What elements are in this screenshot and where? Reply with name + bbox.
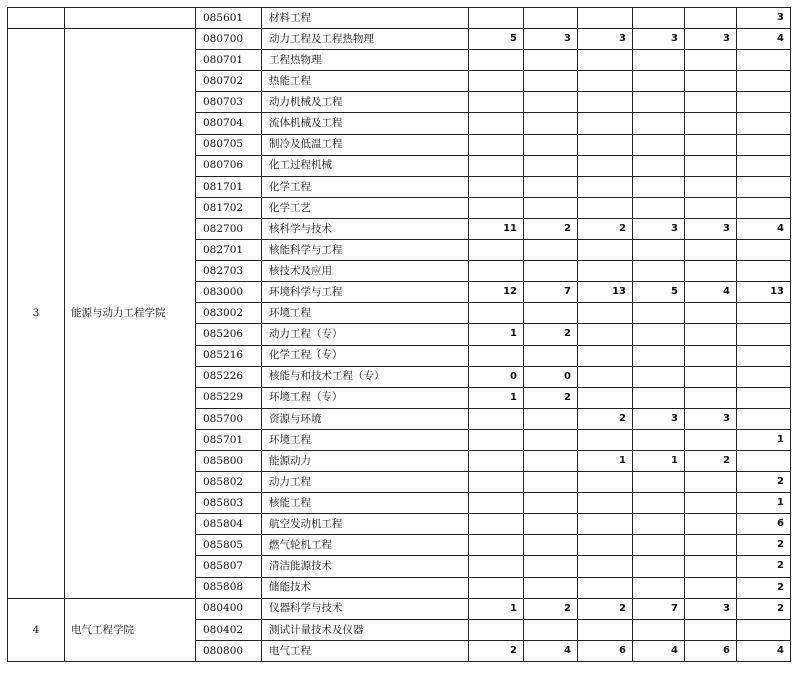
value-cell-1 xyxy=(469,577,524,598)
major-name-cell: 仪器科学与技术 xyxy=(262,598,469,619)
major-code-cell: 080800 xyxy=(196,640,262,661)
value-cell-2 xyxy=(524,345,578,366)
value-cell-2: 2 xyxy=(524,218,578,239)
value-cell-3 xyxy=(578,155,633,176)
value-cell-6 xyxy=(737,324,791,345)
value-cell-5 xyxy=(685,387,737,408)
value-cell-2 xyxy=(524,240,578,261)
value-cell-1: 0 xyxy=(469,366,524,387)
value-cell-6: 13 xyxy=(737,282,791,303)
value-cell-1 xyxy=(469,176,524,197)
value-cell-3 xyxy=(578,303,633,324)
value-cell-4 xyxy=(633,134,685,155)
table-row xyxy=(8,29,791,50)
value-cell-6: 1 xyxy=(737,493,791,514)
value-cell-5 xyxy=(685,324,737,345)
value-cell-4 xyxy=(633,113,685,134)
value-cell-5 xyxy=(685,261,737,282)
value-cell-4 xyxy=(633,345,685,366)
value-cell-1 xyxy=(469,345,524,366)
value-cell-3 xyxy=(578,71,633,92)
value-cell-5 xyxy=(685,366,737,387)
value-cell-2 xyxy=(524,261,578,282)
major-code-cell: 085229 xyxy=(196,387,262,408)
value-cell-2: 2 xyxy=(524,598,578,619)
value-cell-3 xyxy=(578,619,633,640)
value-cell-6 xyxy=(737,197,791,218)
value-cell-1 xyxy=(469,493,524,514)
value-cell-6: 2 xyxy=(737,556,791,577)
value-cell-5 xyxy=(685,577,737,598)
value-cell-1: 5 xyxy=(469,29,524,50)
value-cell-1 xyxy=(469,408,524,429)
value-cell-5 xyxy=(685,472,737,493)
value-cell-4 xyxy=(633,155,685,176)
major-code-cell: 085216 xyxy=(196,345,262,366)
value-cell-3: 1 xyxy=(578,450,633,471)
major-name-cell: 动力工程及工程热物理 xyxy=(262,29,469,50)
major-code-cell: 085206 xyxy=(196,324,262,345)
major-name-cell: 化学工程（专） xyxy=(262,345,469,366)
value-cell-4: 4 xyxy=(633,640,685,661)
value-cell-1: 1 xyxy=(469,387,524,408)
value-cell-3 xyxy=(578,50,633,71)
major-code-cell: 080700 xyxy=(196,29,262,50)
value-cell-5 xyxy=(685,240,737,261)
value-cell-2 xyxy=(524,429,578,450)
value-cell-4 xyxy=(633,261,685,282)
major-name-cell: 化工过程机械 xyxy=(262,155,469,176)
value-cell-1 xyxy=(469,113,524,134)
major-name-cell: 动力机械及工程 xyxy=(262,92,469,113)
value-cell-1 xyxy=(469,535,524,556)
value-cell-4: 7 xyxy=(633,598,685,619)
value-cell-1: 12 xyxy=(469,282,524,303)
value-cell-1 xyxy=(469,92,524,113)
value-cell-6: 6 xyxy=(737,514,791,535)
value-cell-4 xyxy=(633,556,685,577)
value-cell-6 xyxy=(737,113,791,134)
major-code-cell: 081701 xyxy=(196,176,262,197)
major-name-cell: 燃气轮机工程 xyxy=(262,535,469,556)
group-index-cell: 3 xyxy=(8,29,65,599)
value-cell-5 xyxy=(685,197,737,218)
value-cell-3 xyxy=(578,240,633,261)
value-cell-6 xyxy=(737,50,791,71)
value-cell-3 xyxy=(578,345,633,366)
value-cell-2 xyxy=(524,577,578,598)
value-cell-5: 3 xyxy=(685,29,737,50)
major-code-cell: 085800 xyxy=(196,450,262,471)
value-cell-4 xyxy=(633,366,685,387)
value-cell-1 xyxy=(469,261,524,282)
major-code-cell: 085802 xyxy=(196,472,262,493)
major-name-cell: 环境工程 xyxy=(262,429,469,450)
value-cell-3 xyxy=(578,535,633,556)
value-cell-2 xyxy=(524,197,578,218)
major-name-cell: 储能技术 xyxy=(262,577,469,598)
value-cell-6: 4 xyxy=(737,640,791,661)
major-code-cell: 080705 xyxy=(196,134,262,155)
value-cell-2: 3 xyxy=(524,29,578,50)
value-cell-3 xyxy=(578,8,633,29)
value-cell-2 xyxy=(524,50,578,71)
value-cell-4 xyxy=(633,619,685,640)
value-cell-3 xyxy=(578,472,633,493)
major-code-cell: 080701 xyxy=(196,50,262,71)
value-cell-5: 2 xyxy=(685,450,737,471)
value-cell-2 xyxy=(524,8,578,29)
major-code-cell: 080400 xyxy=(196,598,262,619)
value-cell-4: 1 xyxy=(633,450,685,471)
value-cell-6 xyxy=(737,619,791,640)
major-code-cell: 085804 xyxy=(196,514,262,535)
value-cell-3 xyxy=(578,577,633,598)
value-cell-4 xyxy=(633,387,685,408)
value-cell-6: 2 xyxy=(737,472,791,493)
value-cell-5 xyxy=(685,113,737,134)
major-name-cell: 核技术及应用 xyxy=(262,261,469,282)
value-cell-2 xyxy=(524,92,578,113)
value-cell-4 xyxy=(633,176,685,197)
major-name-cell: 工程热物理 xyxy=(262,50,469,71)
value-cell-5 xyxy=(685,71,737,92)
value-cell-6 xyxy=(737,387,791,408)
value-cell-6 xyxy=(737,408,791,429)
value-cell-2 xyxy=(524,450,578,471)
value-cell-4 xyxy=(633,50,685,71)
value-cell-1: 11 xyxy=(469,218,524,239)
value-cell-6: 4 xyxy=(737,29,791,50)
value-cell-2: 0 xyxy=(524,366,578,387)
major-name-cell: 流体机械及工程 xyxy=(262,113,469,134)
major-name-cell: 电气工程 xyxy=(262,640,469,661)
value-cell-2 xyxy=(524,134,578,155)
value-cell-3 xyxy=(578,134,633,155)
value-cell-6 xyxy=(737,261,791,282)
value-cell-1 xyxy=(469,50,524,71)
value-cell-1 xyxy=(469,303,524,324)
value-cell-3 xyxy=(578,113,633,134)
major-name-cell: 航空发动机工程 xyxy=(262,514,469,535)
value-cell-2 xyxy=(524,71,578,92)
value-cell-6: 4 xyxy=(737,218,791,239)
value-cell-3 xyxy=(578,324,633,345)
value-cell-3 xyxy=(578,556,633,577)
value-cell-2 xyxy=(524,155,578,176)
value-cell-6: 3 xyxy=(737,8,791,29)
value-cell-4 xyxy=(633,303,685,324)
value-cell-3 xyxy=(578,261,633,282)
major-code-cell: 083002 xyxy=(196,303,262,324)
major-code-cell: 085701 xyxy=(196,429,262,450)
table-row xyxy=(8,598,791,619)
major-code-cell: 085601 xyxy=(196,8,262,29)
value-cell-3 xyxy=(578,387,633,408)
value-cell-2: 7 xyxy=(524,282,578,303)
value-cell-5 xyxy=(685,619,737,640)
value-cell-5 xyxy=(685,303,737,324)
value-cell-4: 5 xyxy=(633,282,685,303)
major-name-cell: 制冷及低温工程 xyxy=(262,134,469,155)
value-cell-5 xyxy=(685,155,737,176)
table-row xyxy=(8,8,791,29)
value-cell-5: 3 xyxy=(685,408,737,429)
major-name-cell: 动力工程 xyxy=(262,472,469,493)
major-name-cell: 核能科学与工程 xyxy=(262,240,469,261)
major-code-cell: 080702 xyxy=(196,71,262,92)
value-cell-4 xyxy=(633,197,685,218)
value-cell-6: 2 xyxy=(737,535,791,556)
value-cell-6 xyxy=(737,92,791,113)
major-name-cell: 能源动力 xyxy=(262,450,469,471)
value-cell-1 xyxy=(469,472,524,493)
value-cell-5 xyxy=(685,50,737,71)
value-cell-3 xyxy=(578,92,633,113)
major-code-cell: 082703 xyxy=(196,261,262,282)
value-cell-2: 2 xyxy=(524,324,578,345)
major-code-cell: 080706 xyxy=(196,155,262,176)
value-cell-2 xyxy=(524,514,578,535)
department-cell: 能源与动力工程学院 xyxy=(65,29,196,599)
value-cell-3 xyxy=(578,176,633,197)
value-cell-1 xyxy=(469,450,524,471)
value-cell-6 xyxy=(737,345,791,366)
value-cell-4 xyxy=(633,493,685,514)
value-cell-4 xyxy=(633,324,685,345)
table-body xyxy=(8,8,791,662)
value-cell-3: 6 xyxy=(578,640,633,661)
value-cell-5 xyxy=(685,134,737,155)
major-code-cell: 082701 xyxy=(196,240,262,261)
value-cell-6 xyxy=(737,71,791,92)
value-cell-4: 3 xyxy=(633,218,685,239)
value-cell-5 xyxy=(685,429,737,450)
value-cell-2 xyxy=(524,619,578,640)
major-name-cell: 核科学与技术 xyxy=(262,218,469,239)
major-code-cell: 085807 xyxy=(196,556,262,577)
major-code-cell: 085803 xyxy=(196,493,262,514)
value-cell-6 xyxy=(737,240,791,261)
value-cell-2 xyxy=(524,556,578,577)
group-index-cell: 4 xyxy=(8,598,65,661)
major-code-cell: 085808 xyxy=(196,577,262,598)
value-cell-5 xyxy=(685,514,737,535)
major-name-cell: 材料工程 xyxy=(262,8,469,29)
value-cell-4 xyxy=(633,514,685,535)
value-cell-2 xyxy=(524,472,578,493)
value-cell-1 xyxy=(469,556,524,577)
major-name-cell: 环境工程 xyxy=(262,303,469,324)
value-cell-4: 3 xyxy=(633,408,685,429)
value-cell-6: 2 xyxy=(737,598,791,619)
value-cell-1 xyxy=(469,429,524,450)
value-cell-4 xyxy=(633,472,685,493)
value-cell-5: 3 xyxy=(685,218,737,239)
value-cell-2: 4 xyxy=(524,640,578,661)
value-cell-2: 2 xyxy=(524,387,578,408)
value-cell-5 xyxy=(685,8,737,29)
major-name-cell: 核能工程 xyxy=(262,493,469,514)
value-cell-6 xyxy=(737,176,791,197)
value-cell-3: 3 xyxy=(578,29,633,50)
value-cell-4 xyxy=(633,240,685,261)
value-cell-3: 2 xyxy=(578,218,633,239)
value-cell-4 xyxy=(633,8,685,29)
value-cell-2 xyxy=(524,303,578,324)
value-cell-2 xyxy=(524,408,578,429)
value-cell-2 xyxy=(524,113,578,134)
major-name-cell: 资源与环境 xyxy=(262,408,469,429)
value-cell-1 xyxy=(469,240,524,261)
value-cell-2 xyxy=(524,493,578,514)
major-name-cell: 核能与和技术工程（专） xyxy=(262,366,469,387)
major-code-cell: 082700 xyxy=(196,218,262,239)
value-cell-1 xyxy=(469,197,524,218)
value-cell-3 xyxy=(578,197,633,218)
value-cell-1 xyxy=(469,514,524,535)
major-name-cell: 化学工程 xyxy=(262,176,469,197)
value-cell-6: 1 xyxy=(737,429,791,450)
value-cell-6: 2 xyxy=(737,577,791,598)
value-cell-3: 2 xyxy=(578,598,633,619)
department-cell: 电气工程学院 xyxy=(65,598,196,661)
major-name-cell: 环境科学与工程 xyxy=(262,282,469,303)
value-cell-6 xyxy=(737,303,791,324)
department-cell xyxy=(65,8,196,29)
group-index-cell xyxy=(8,8,65,29)
value-cell-5: 6 xyxy=(685,640,737,661)
value-cell-4 xyxy=(633,71,685,92)
value-cell-1 xyxy=(469,8,524,29)
major-name-cell: 化学工艺 xyxy=(262,197,469,218)
value-cell-5 xyxy=(685,493,737,514)
value-cell-3: 2 xyxy=(578,408,633,429)
value-cell-2 xyxy=(524,176,578,197)
value-cell-6 xyxy=(737,155,791,176)
enrollment-table xyxy=(7,7,791,662)
value-cell-5: 4 xyxy=(685,282,737,303)
value-cell-3: 13 xyxy=(578,282,633,303)
major-code-cell: 085226 xyxy=(196,366,262,387)
value-cell-5: 3 xyxy=(685,598,737,619)
major-code-cell: 081702 xyxy=(196,197,262,218)
value-cell-4 xyxy=(633,535,685,556)
value-cell-1: 2 xyxy=(469,640,524,661)
value-cell-4 xyxy=(633,429,685,450)
major-code-cell: 080704 xyxy=(196,113,262,134)
value-cell-1 xyxy=(469,619,524,640)
value-cell-1 xyxy=(469,134,524,155)
value-cell-6 xyxy=(737,134,791,155)
value-cell-4 xyxy=(633,577,685,598)
major-code-cell: 085805 xyxy=(196,535,262,556)
value-cell-5 xyxy=(685,535,737,556)
value-cell-1 xyxy=(469,155,524,176)
major-code-cell: 080402 xyxy=(196,619,262,640)
value-cell-5 xyxy=(685,176,737,197)
value-cell-1 xyxy=(469,71,524,92)
value-cell-1: 1 xyxy=(469,598,524,619)
value-cell-5 xyxy=(685,92,737,113)
value-cell-3 xyxy=(578,429,633,450)
major-name-cell: 清洁能源技术 xyxy=(262,556,469,577)
value-cell-4 xyxy=(633,92,685,113)
value-cell-2 xyxy=(524,535,578,556)
value-cell-1: 1 xyxy=(469,324,524,345)
major-name-cell: 环境工程（专） xyxy=(262,387,469,408)
major-name-cell: 热能工程 xyxy=(262,71,469,92)
value-cell-3 xyxy=(578,493,633,514)
value-cell-6 xyxy=(737,366,791,387)
value-cell-3 xyxy=(578,514,633,535)
major-name-cell: 测试计量技术及仪器 xyxy=(262,619,469,640)
major-code-cell: 085700 xyxy=(196,408,262,429)
major-code-cell: 080703 xyxy=(196,92,262,113)
major-code-cell: 083000 xyxy=(196,282,262,303)
value-cell-6 xyxy=(737,450,791,471)
value-cell-5 xyxy=(685,556,737,577)
value-cell-5 xyxy=(685,345,737,366)
value-cell-4: 3 xyxy=(633,29,685,50)
value-cell-3 xyxy=(578,366,633,387)
major-name-cell: 动力工程（专） xyxy=(262,324,469,345)
